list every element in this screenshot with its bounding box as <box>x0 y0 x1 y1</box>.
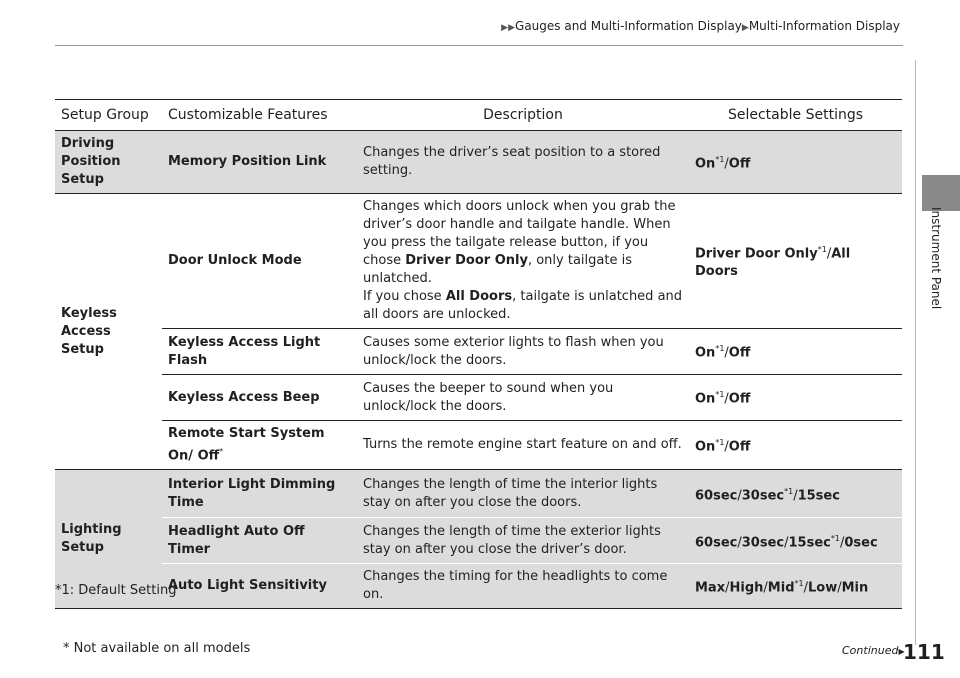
table-row <box>55 421 902 470</box>
col-header-feature: Customizable Features <box>162 100 357 131</box>
arrow-icon: ▶▶ <box>501 23 516 33</box>
breadcrumb-page: Multi-Information Display <box>748 19 900 33</box>
feature-name: Keyless Access Light Flash <box>162 329 357 375</box>
table-row <box>55 131 902 194</box>
feature-name: Keyless Access Beep <box>162 375 357 421</box>
feature-description: Changes the length of time the interior lights stay on after you close the doors. <box>357 470 689 518</box>
feature-settings: On$^{*1}$/Off <box>689 131 902 194</box>
section-tab-label: Instrument Panel <box>929 207 943 310</box>
feature-settings: On$^{*1}$/Off <box>689 329 902 375</box>
feature-name: Headlight Auto Off Timer <box>162 518 357 564</box>
group-keyless-access: Keyless Access Setup <box>55 194 162 470</box>
arrow-icon: ▶ <box>741 23 749 33</box>
col-header-settings: Selectable Settings <box>689 100 902 131</box>
feature-name: Remote Start System On/ Off* <box>162 421 357 470</box>
continued-label: Continued▶ <box>842 644 905 657</box>
feature-name: Door Unlock Mode <box>162 194 357 329</box>
availability-footnote: * Not available on all models <box>63 641 251 656</box>
feature-settings: On$^{*1}$/Off <box>689 375 902 421</box>
col-header-group: Setup Group <box>55 100 162 131</box>
table-row <box>55 194 902 329</box>
table-row <box>55 518 902 564</box>
continue-arrow-icon: ▶ <box>898 647 905 656</box>
feature-settings: On$^{*1}$/Off <box>689 421 902 470</box>
feature-name: Memory Position Link <box>162 131 357 194</box>
not-available-mark: * <box>219 447 224 456</box>
table-row <box>55 564 902 609</box>
feature-description: Changes the driver’s seat position to a stored setting. <box>357 131 689 194</box>
table-row <box>55 470 902 518</box>
group-driving-position: Driving Position Setup <box>55 131 162 194</box>
page-number: 111 <box>903 640 945 664</box>
feature-description: Causes the beeper to sound when you unlock/lock the doors. <box>357 375 689 421</box>
feature-description: Turns the remote engine start feature on and off. <box>357 421 689 470</box>
feature-settings: Driver Door Only$^{*1}$/All Doors <box>689 194 902 329</box>
default-setting-footnote: *1: Default Setting <box>55 583 177 598</box>
feature-settings: $60\sec/30\sec^{*1}/15\sec$ <box>689 470 902 518</box>
feature-description: Changes the timing for the headlights to come on. <box>357 564 689 609</box>
feature-name: Interior Light Dimming Time <box>162 470 357 518</box>
feature-settings: Max/High/Mid$^{*1}$/Low/Min <box>689 564 902 609</box>
feature-name: Auto Light Sensitivity <box>162 564 357 609</box>
header-rule <box>55 45 903 46</box>
feature-description: Changes the length of time the exterior lights stay on after you close the driver’s door. <box>357 518 689 564</box>
feature-description: Causes some exterior lights to flash when you unlock/lock the doors. <box>357 329 689 375</box>
breadcrumb <box>0 19 900 33</box>
feature-description: Changes which doors unlock when you grab the driver’s door handle and tailgate handle. When you press the tailgate release button, if you chose Driver Door Only, only tailgate is unlatched. If you chose All Doors, tailgate is unlatched and all doors are unlocked. <box>357 194 689 329</box>
settings-table <box>55 99 902 609</box>
breadcrumb-section: Gauges and Multi-Information Display <box>515 19 742 33</box>
table-row <box>55 329 902 375</box>
table-row <box>55 375 902 421</box>
feature-settings: $60\sec/30\sec/15\sec^{*1}/0\sec$ <box>689 518 902 564</box>
col-header-description: Description <box>357 100 689 131</box>
group-lighting: Lighting Setup <box>55 470 162 609</box>
side-rule <box>915 60 916 645</box>
table-header-row <box>55 100 902 131</box>
